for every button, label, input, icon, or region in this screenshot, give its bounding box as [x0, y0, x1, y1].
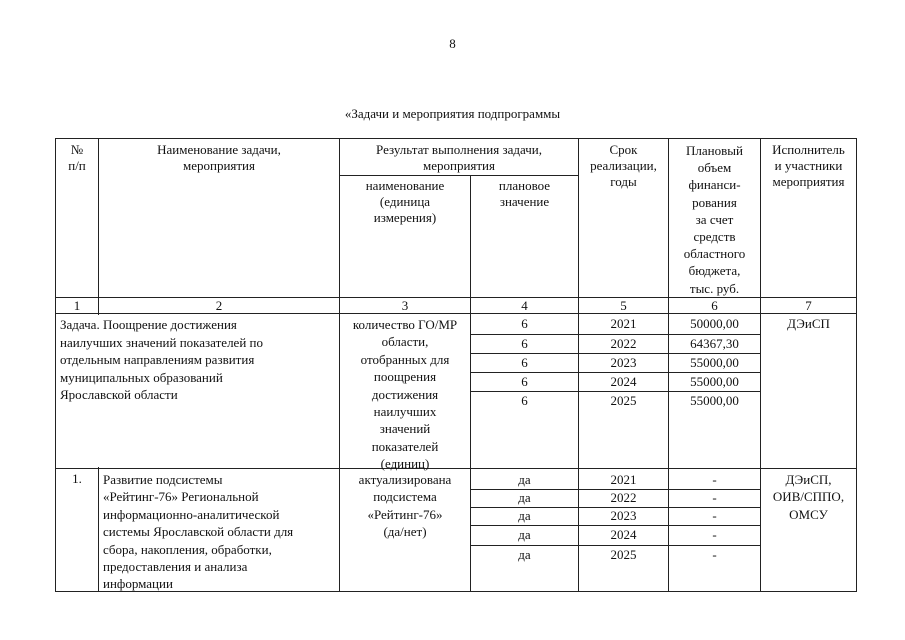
item1-row-year: 2023: [610, 508, 637, 523]
task-row-value: 6: [521, 393, 528, 408]
col-number-3: 3: [401, 298, 409, 313]
col-number-4: 4: [521, 298, 528, 313]
page-number: 8: [449, 36, 456, 51]
header-num: № п/п: [68, 142, 86, 173]
item1-row-year: 2024: [610, 527, 637, 542]
item1-row-year: 2022: [610, 490, 637, 505]
col-number-2: 2: [215, 298, 223, 313]
page-title: «Задачи и мероприятия подпрограммы: [344, 106, 561, 121]
item1-row-finance: -: [712, 508, 717, 523]
task-row-year: 2024: [610, 374, 637, 389]
task-row-year: 2023: [610, 355, 637, 370]
task-row-year: 2022: [610, 336, 637, 351]
header-finance: Плановый объем финанси- рования за счет средств областного бюджета, тыс. руб.: [683, 143, 746, 296]
header-executor: Исполнитель и участники мероприятия: [772, 142, 845, 189]
task-row-value: 6: [521, 336, 528, 351]
task-row-value: 6: [521, 374, 528, 389]
item1-row-year: 2025: [610, 547, 637, 562]
item1-row-finance: -: [712, 527, 717, 542]
item1-row-value: да: [518, 508, 531, 523]
item1-row-value: да: [518, 490, 531, 505]
header-term: Срок реализации, годы: [590, 142, 657, 189]
header-name: Наименование задачи, мероприятия: [157, 142, 281, 173]
task-row-finance: 50000,00: [690, 316, 739, 331]
header-result-value: плановое значение: [498, 178, 551, 209]
item1-executor: ДЭиСП, ОИВ/СППО, ОМСУ: [772, 472, 845, 522]
task-executor: ДЭиСП: [787, 316, 830, 331]
item1-row-finance: -: [712, 490, 717, 505]
task-row-finance: 64367,30: [690, 336, 739, 351]
task-result-name: количество ГО/МР области, отобранных для поощрения достижения наилучших значений показателей (единиц): [352, 317, 458, 472]
col-number-1: 1: [73, 298, 81, 313]
item1-row-finance: -: [712, 472, 717, 487]
task-row-year: 2025: [610, 393, 637, 408]
task-name: Задача. Поощрение достижения наилучших значений показателей по отдельным направлениям развития муниципальных образований Ярославской области: [60, 317, 263, 403]
item1-name: Развитие подсистемы «Рейтинг-76» Региональной информационно-аналитической системы Ярославской области для сбора, накопления, обработки, предоставления и анализа информации: [103, 472, 294, 592]
item1-row-value: да: [518, 527, 531, 542]
item1-row-value: да: [518, 547, 531, 562]
item1-num: 1.: [72, 471, 82, 486]
task-row-finance: 55000,00: [690, 393, 739, 408]
header-result: Результат выполнения задачи, мероприятия: [376, 142, 542, 173]
item1-row-finance: -: [712, 547, 717, 562]
item1-row-year: 2021: [610, 472, 637, 487]
item1-row-value: да: [518, 472, 531, 487]
col-number-6: 6: [711, 298, 718, 313]
item1-result-name: актуализирована подсистема «Рейтинг-76» (да/нет): [358, 472, 452, 540]
header-result-name: наименование (единица измерения): [365, 178, 445, 225]
task-row-finance: 55000,00: [690, 374, 739, 389]
task-row-value: 6: [521, 355, 528, 370]
col-number-7: 7: [805, 298, 812, 313]
task-row-finance: 55000,00: [690, 355, 739, 370]
task-row-value: 6: [521, 316, 528, 331]
col-number-5: 5: [620, 298, 627, 313]
task-row-year: 2021: [610, 316, 637, 331]
